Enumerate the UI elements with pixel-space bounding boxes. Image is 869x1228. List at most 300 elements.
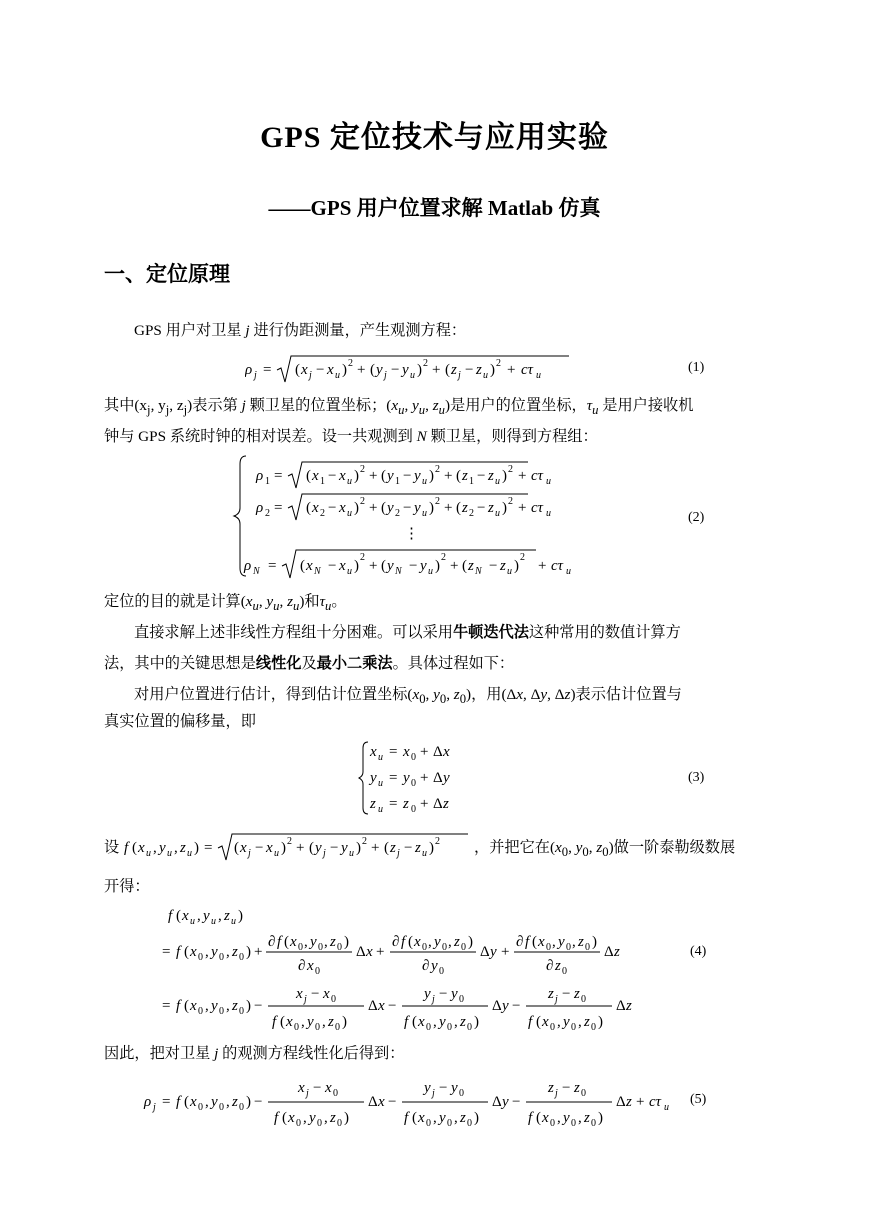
paragraph-goal: 定位的目的就是计算($x_u$, $y_u$, $z_u$)和$\tau_u$。 (104, 593, 347, 614)
paragraph-taylor-lead: 设 (104, 839, 120, 856)
svg-text:y: y (387, 558, 394, 574)
svg-text:Δ: Δ (368, 1094, 378, 1110)
svg-text:): ) (429, 468, 434, 484)
svg-text:(: ( (132, 840, 137, 856)
svg-text:(: ( (532, 934, 537, 950)
svg-text:(: ( (184, 944, 189, 960)
svg-text:2: 2 (348, 358, 353, 369)
svg-text:−: − (388, 998, 397, 1014)
svg-text:y: y (420, 558, 427, 574)
svg-text:j: j (432, 994, 435, 1005)
svg-text:y: y (490, 944, 497, 960)
svg-text:x: x (339, 558, 346, 574)
svg-text:j: j (458, 370, 461, 381)
svg-text:x: x (542, 1014, 549, 1030)
svg-text:−: − (316, 362, 325, 378)
svg-text:−: − (512, 998, 521, 1014)
svg-text:0: 0 (585, 942, 590, 953)
svg-text:f: f (404, 1014, 409, 1030)
svg-text:+: + (507, 362, 516, 378)
svg-text:0: 0 (566, 942, 571, 953)
svg-text:y: y (439, 1014, 446, 1030)
svg-text:=: = (268, 558, 277, 574)
equation-number-2: (2) (688, 510, 705, 525)
svg-text:(: ( (284, 934, 289, 950)
svg-text:u: u (378, 752, 383, 763)
svg-text:Δ: Δ (480, 944, 490, 960)
svg-text:f: f (528, 1110, 533, 1126)
svg-text:u: u (410, 370, 415, 381)
svg-text:): ) (592, 934, 597, 950)
svg-text:y: y (443, 770, 450, 786)
svg-text:(: ( (184, 998, 189, 1014)
svg-text:,: , (552, 934, 556, 950)
svg-text:+: + (444, 500, 453, 516)
svg-text:(: ( (412, 1014, 417, 1030)
svg-text:x: x (443, 744, 450, 760)
svg-text:z: z (330, 1110, 336, 1126)
svg-text:): ) (598, 1110, 603, 1126)
svg-text:(: ( (384, 840, 389, 856)
svg-text:,: , (324, 934, 328, 950)
paragraph-method-line2: 法，其中的关键思想是线性化及最小二乘法。具体过程如下： (104, 655, 515, 672)
svg-text:=: = (204, 840, 213, 856)
svg-text:,: , (205, 944, 209, 960)
svg-text:y: y (431, 958, 438, 974)
svg-text:u: u (422, 476, 427, 487)
svg-text:x: x (403, 744, 410, 760)
svg-text:−: − (388, 1094, 397, 1110)
svg-text:j: j (323, 848, 326, 859)
svg-text:z: z (468, 558, 474, 574)
svg-text:2: 2 (469, 508, 474, 519)
svg-text:2: 2 (435, 464, 440, 475)
svg-text:0: 0 (219, 952, 224, 963)
svg-text:z: z (555, 958, 561, 974)
svg-text:0: 0 (317, 1118, 322, 1129)
svg-text:1: 1 (395, 476, 400, 487)
svg-text:,: , (578, 1014, 582, 1030)
svg-text:z: z (180, 840, 186, 856)
svg-text:x: x (190, 944, 197, 960)
svg-text:x: x (325, 1080, 332, 1096)
svg-text:z: z (330, 934, 336, 950)
svg-text:(: ( (408, 934, 413, 950)
svg-text:0: 0 (198, 1102, 203, 1113)
svg-text:+: + (371, 840, 380, 856)
svg-text:,: , (448, 934, 452, 950)
svg-text:0: 0 (315, 966, 320, 977)
svg-text:0: 0 (426, 1118, 431, 1129)
svg-text:z: z (574, 1080, 580, 1096)
svg-text:(: ( (536, 1110, 541, 1126)
svg-text:0: 0 (562, 966, 567, 977)
svg-text:0: 0 (315, 1022, 320, 1033)
svg-text:+: + (518, 468, 527, 484)
svg-text:(: ( (300, 558, 305, 574)
svg-text:ρ: ρ (144, 1094, 152, 1110)
svg-text:u: u (422, 848, 427, 859)
svg-text:−: − (254, 998, 263, 1014)
svg-text:): ) (246, 1094, 251, 1110)
svg-text:(: ( (412, 1110, 417, 1126)
svg-text:x: x (542, 1110, 549, 1126)
svg-text:2: 2 (496, 358, 501, 369)
svg-text:2: 2 (508, 496, 513, 507)
svg-text:y: y (376, 362, 383, 378)
svg-text:u: u (347, 476, 352, 487)
svg-text:y: y (502, 1094, 509, 1110)
svg-text:u: u (495, 508, 500, 519)
svg-text:x: x (190, 1094, 197, 1110)
svg-text:,: , (226, 998, 230, 1014)
svg-text:−: − (465, 362, 474, 378)
svg-text:0: 0 (447, 1118, 452, 1129)
svg-text:0: 0 (550, 1022, 555, 1033)
svg-text:0: 0 (219, 1006, 224, 1017)
svg-text:j: j (304, 994, 307, 1005)
svg-text:y: y (387, 468, 394, 484)
svg-text:+: + (420, 796, 429, 812)
svg-text:y: y (414, 468, 421, 484)
svg-text:,: , (557, 1014, 561, 1030)
svg-text:=: = (162, 944, 171, 960)
svg-text:f: f (124, 840, 129, 856)
svg-text:j: j (397, 848, 400, 859)
svg-text:,: , (303, 1110, 307, 1126)
svg-text:y: y (310, 934, 317, 950)
svg-text:+: + (420, 744, 429, 760)
svg-text:=: = (274, 468, 283, 484)
svg-text:(: ( (282, 1110, 287, 1126)
svg-text:y: y (307, 1014, 314, 1030)
svg-text:f: f (176, 944, 181, 960)
svg-text:): ) (354, 558, 359, 574)
svg-text:(: ( (306, 500, 311, 516)
svg-text:0: 0 (198, 952, 203, 963)
svg-text:x: x (290, 934, 297, 950)
svg-text:z: z (224, 908, 230, 924)
svg-text:2: 2 (360, 464, 365, 475)
svg-text:2: 2 (287, 836, 292, 847)
svg-text:,: , (578, 1110, 582, 1126)
svg-text:0: 0 (411, 804, 416, 815)
svg-text:N: N (475, 566, 482, 577)
svg-text:): ) (435, 558, 440, 574)
svg-text:z: z (548, 986, 554, 1002)
svg-text:−: − (439, 986, 448, 1002)
svg-text:,: , (557, 1110, 561, 1126)
svg-text:z: z (626, 998, 632, 1014)
svg-text:x: x (339, 468, 346, 484)
svg-text:∂: ∂ (268, 934, 276, 950)
svg-text:y: y (159, 840, 166, 856)
svg-text:0: 0 (239, 1006, 244, 1017)
equation-4 (160, 900, 660, 1038)
svg-text:(: ( (280, 1014, 285, 1030)
svg-text:): ) (246, 998, 251, 1014)
svg-text:0: 0 (298, 942, 303, 953)
svg-text:,: , (301, 1014, 305, 1030)
svg-text:(: ( (176, 908, 181, 924)
svg-text:−: − (489, 558, 498, 574)
svg-text:−: − (477, 468, 486, 484)
svg-text:+: + (369, 558, 378, 574)
svg-text:u: u (347, 508, 352, 519)
paragraph-linearize: 因此，把对卫星 j 的观测方程线性化后得到： (104, 1045, 405, 1062)
svg-text:): ) (246, 944, 251, 960)
svg-text:): ) (281, 840, 286, 856)
svg-text:−: − (255, 840, 264, 856)
svg-text:=: = (274, 500, 283, 516)
svg-text:,: , (322, 1014, 326, 1030)
svg-text:(: ( (536, 1014, 541, 1030)
svg-text:f: f (176, 1094, 181, 1110)
svg-text:(: ( (445, 362, 450, 378)
svg-text:u: u (546, 476, 551, 487)
svg-text:z: z (574, 986, 580, 1002)
svg-text:(: ( (306, 468, 311, 484)
svg-text:f: f (272, 1014, 277, 1030)
svg-text:,: , (454, 1014, 458, 1030)
svg-text:,: , (226, 1094, 230, 1110)
svg-text:0: 0 (239, 1102, 244, 1113)
svg-text:f: f (525, 934, 530, 950)
svg-text:z: z (584, 1014, 590, 1030)
svg-text:z: z (578, 934, 584, 950)
svg-text:0: 0 (337, 942, 342, 953)
svg-text:,: , (433, 1014, 437, 1030)
svg-text:=: = (389, 770, 398, 786)
svg-text:∂: ∂ (298, 958, 306, 974)
svg-text:=: = (389, 796, 398, 812)
svg-text:y: y (558, 934, 565, 950)
svg-text:0: 0 (459, 994, 464, 1005)
svg-text:0: 0 (571, 1022, 576, 1033)
svg-text:Δ: Δ (604, 944, 614, 960)
svg-text:−: − (404, 840, 413, 856)
svg-text:(: ( (184, 1094, 189, 1110)
svg-text:,: , (428, 934, 432, 950)
svg-text:−: − (403, 500, 412, 516)
svg-text:N: N (314, 566, 321, 577)
svg-text:u: u (167, 848, 172, 859)
svg-text:u: u (378, 804, 383, 815)
svg-text:Δ: Δ (433, 796, 443, 812)
svg-text:,: , (304, 934, 308, 950)
svg-text:z: z (462, 468, 468, 484)
svg-text:x: x (378, 998, 385, 1014)
svg-text:−: − (254, 1094, 263, 1110)
svg-text:y: y (563, 1110, 570, 1126)
svg-text:0: 0 (550, 1118, 555, 1129)
svg-text:z: z (500, 558, 506, 574)
svg-text:(: ( (309, 840, 314, 856)
paragraph-taylor-end: 开得： (104, 878, 150, 895)
svg-text:x: x (312, 500, 319, 516)
svg-text:y: y (370, 770, 377, 786)
svg-text:,: , (174, 840, 178, 856)
svg-text:): ) (502, 500, 507, 516)
svg-text:): ) (474, 1110, 479, 1126)
svg-text:u: u (422, 508, 427, 519)
svg-text:j: j (248, 848, 251, 859)
equation-number-3: (3) (688, 770, 705, 785)
svg-text:+: + (369, 468, 378, 484)
svg-text:z: z (328, 1014, 334, 1030)
svg-text:u: u (664, 1102, 669, 1113)
svg-text:y: y (563, 1014, 570, 1030)
svg-text:N: N (253, 566, 260, 577)
svg-text:x: x (182, 908, 189, 924)
svg-text:−: − (403, 468, 412, 484)
svg-text:−: − (311, 986, 320, 1002)
svg-text:0: 0 (447, 1022, 452, 1033)
svg-text:0: 0 (333, 1088, 338, 1099)
svg-text:+: + (420, 770, 429, 786)
svg-text:+: + (432, 362, 441, 378)
svg-text:y: y (402, 362, 409, 378)
svg-text:z: z (614, 944, 620, 960)
svg-text:y: y (424, 1080, 431, 1096)
svg-text:x: x (378, 1094, 385, 1110)
svg-text:Δ: Δ (492, 998, 502, 1014)
svg-text:u: u (347, 566, 352, 577)
svg-text:=: = (162, 998, 171, 1014)
svg-text:x: x (370, 744, 377, 760)
paragraph-definitions-line1: 其中($x_j$, $y_j$, $z_j$)表示第 j 颗卫星的位置坐标；($x_u$, $y_u$, $z_u$)是用户的位置坐标，$\tau_u$ 是用户接收机 (104, 397, 694, 418)
svg-text:0: 0 (467, 1022, 472, 1033)
svg-text:0: 0 (296, 1118, 301, 1129)
svg-text:f: f (528, 1014, 533, 1030)
equation-1 (245, 352, 575, 386)
svg-text:): ) (354, 500, 359, 516)
equation-number-5: (5) (690, 1092, 707, 1107)
svg-text:1: 1 (320, 476, 325, 487)
svg-text:x: x (286, 1014, 293, 1030)
svg-text:y: y (434, 934, 441, 950)
svg-text:x: x (298, 1080, 305, 1096)
svg-text:,: , (153, 840, 157, 856)
svg-text:0: 0 (239, 952, 244, 963)
svg-text:y: y (424, 986, 431, 1002)
svg-text:−: − (409, 558, 418, 574)
svg-text:): ) (429, 500, 434, 516)
svg-text:cτ: cτ (531, 500, 544, 516)
paragraph-definitions-line2: 钟与 GPS 系统时钟的相对误差。设一共观测到 N 颗卫星，则得到方程组： (104, 428, 598, 445)
svg-text:Δ: Δ (492, 1094, 502, 1110)
svg-text:⋮: ⋮ (404, 526, 419, 542)
svg-text:(: ( (381, 500, 386, 516)
svg-text:,: , (454, 1110, 458, 1126)
svg-text:−: − (328, 558, 337, 574)
svg-text:Δ: Δ (368, 998, 378, 1014)
svg-text:+: + (357, 362, 366, 378)
svg-text:): ) (514, 558, 519, 574)
svg-text:): ) (194, 840, 199, 856)
svg-text:): ) (342, 1014, 347, 1030)
svg-text:0: 0 (591, 1118, 596, 1129)
svg-text:): ) (429, 840, 434, 856)
svg-text:2: 2 (360, 552, 365, 563)
svg-text:0: 0 (411, 778, 416, 789)
svg-text:0: 0 (581, 1088, 586, 1099)
svg-text:+: + (636, 1094, 645, 1110)
svg-text:+: + (538, 558, 547, 574)
svg-text:u: u (495, 476, 500, 487)
svg-text:0: 0 (411, 752, 416, 763)
svg-text:0: 0 (459, 1088, 464, 1099)
svg-text:y: y (403, 770, 410, 786)
svg-text:z: z (232, 998, 238, 1014)
svg-text:f: f (168, 908, 173, 924)
svg-text:): ) (344, 1110, 349, 1126)
svg-text:+: + (444, 468, 453, 484)
equation-number-1: (1) (688, 360, 705, 375)
svg-text:z: z (626, 1094, 632, 1110)
svg-text:z: z (443, 796, 449, 812)
svg-text:z: z (462, 500, 468, 516)
svg-text:z: z (454, 934, 460, 950)
svg-text:z: z (451, 362, 457, 378)
svg-text:−: − (512, 1094, 521, 1110)
svg-text:0: 0 (426, 1022, 431, 1033)
svg-text:2: 2 (435, 836, 440, 847)
svg-text:−: − (477, 500, 486, 516)
svg-text:+: + (369, 500, 378, 516)
svg-text:(: ( (462, 558, 467, 574)
svg-text:+: + (501, 944, 510, 960)
svg-text:j: j (309, 370, 312, 381)
svg-text:−: − (391, 362, 400, 378)
svg-text:2: 2 (435, 496, 440, 507)
svg-text:j: j (555, 994, 558, 1005)
svg-text:u: u (349, 848, 354, 859)
svg-text:): ) (598, 1014, 603, 1030)
svg-text:0: 0 (571, 1118, 576, 1129)
svg-text:u: u (536, 370, 541, 381)
svg-text:ρ: ρ (244, 558, 252, 574)
svg-text:+: + (376, 944, 385, 960)
svg-text:f: f (404, 1110, 409, 1126)
svg-text:): ) (490, 362, 495, 378)
svg-text:Δ: Δ (616, 998, 626, 1014)
svg-text:u: u (428, 566, 433, 577)
svg-text:y: y (211, 944, 218, 960)
svg-text:x: x (240, 840, 247, 856)
svg-text:,: , (205, 1094, 209, 1110)
svg-text:,: , (433, 1110, 437, 1126)
svg-text:2: 2 (265, 508, 270, 519)
svg-text:2: 2 (320, 508, 325, 519)
svg-text:,: , (572, 934, 576, 950)
svg-text:2: 2 (508, 464, 513, 475)
svg-text:x: x (301, 362, 308, 378)
svg-text:x: x (266, 840, 273, 856)
svg-text:u: u (378, 778, 383, 789)
svg-text:x: x (366, 944, 373, 960)
svg-text:0: 0 (467, 1118, 472, 1129)
svg-text:j: j (555, 1088, 558, 1099)
equation-5 (142, 1072, 682, 1132)
svg-text:0: 0 (219, 1102, 224, 1113)
svg-text:0: 0 (581, 994, 586, 1005)
paragraph-taylor-rest: ，并把它在($x_0$, $y_0$, $z_0$)做一阶泰勒级数展 (474, 839, 736, 860)
svg-text:x: x (414, 934, 421, 950)
svg-text:y: y (211, 998, 218, 1014)
svg-text:=: = (162, 1094, 171, 1110)
svg-text:2: 2 (395, 508, 400, 519)
